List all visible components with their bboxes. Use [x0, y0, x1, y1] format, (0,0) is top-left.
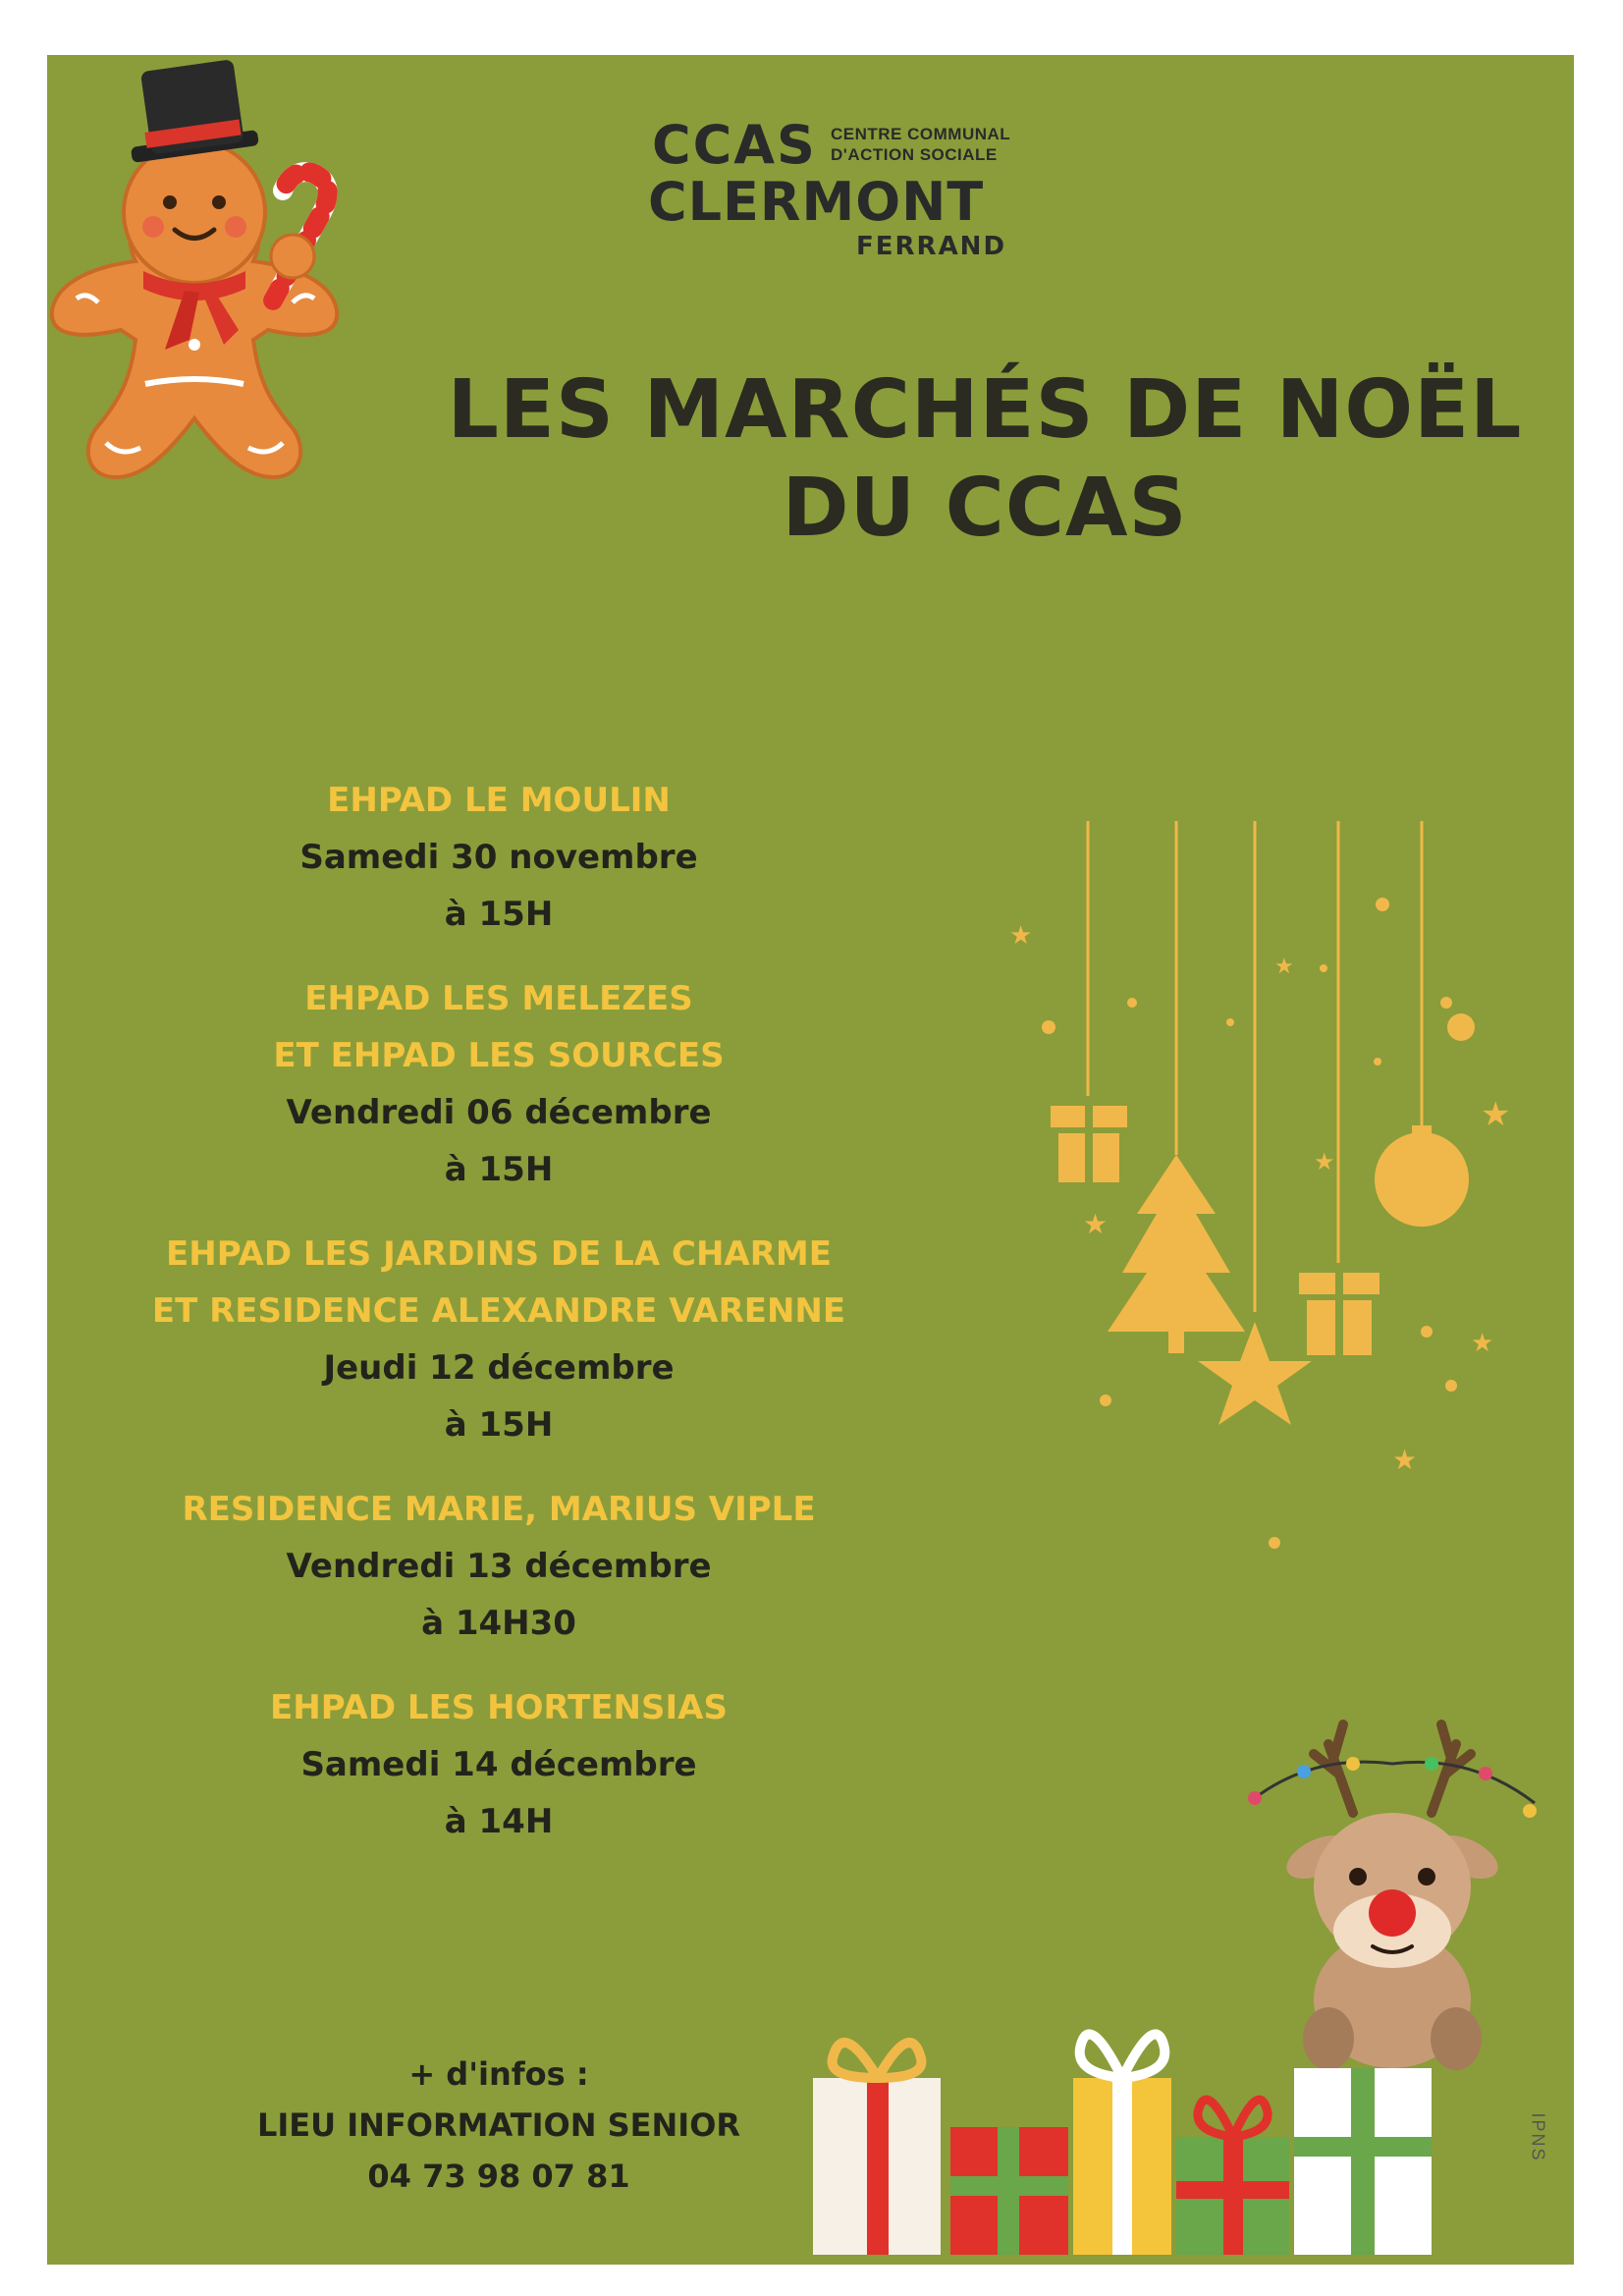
logo-subtitle-line1: CENTRE COMMUNAL	[831, 125, 1011, 143]
page-title	[401, 361, 1569, 558]
logo-subtitle	[831, 124, 1010, 165]
poster	[47, 55, 1574, 2265]
gingerbread-man-icon	[47, 55, 401, 517]
event-venue: EHPAD LES JARDINS DE LA CHARME	[166, 1234, 832, 1274]
event-time: à 14H30	[421, 1604, 576, 1643]
infos-place: LIEU INFORMATION SENIOR	[256, 2106, 741, 2144]
hanging-ornaments-icon	[990, 821, 1574, 1607]
event-venue: EHPAD LE MOULIN	[327, 781, 671, 820]
event-time: à 15H	[444, 895, 554, 934]
event-venue: EHPAD LES MELEZES	[304, 979, 693, 1018]
event-date: Samedi 30 novembre	[299, 838, 698, 877]
event-time: à 15H	[444, 1150, 554, 1189]
gift-boxes-icon	[774, 1990, 1559, 2265]
logo-subtitle-line2: D'ACTION SOCIALE	[831, 145, 998, 164]
svg-text:★: ★	[1314, 1148, 1335, 1175]
event-venue: EHPAD LES HORTENSIAS	[270, 1688, 728, 1727]
event-item	[106, 1679, 892, 1850]
event-item	[106, 1481, 892, 1652]
logo-city-text: CLERMONT	[648, 171, 985, 233]
logo-ferrand-text: FERRAND	[856, 232, 1007, 261]
event-date: Jeudi 12 décembre	[323, 1348, 675, 1388]
event-venue: RESIDENCE MARIE, MARIUS VIPLE	[182, 1490, 816, 1529]
event-time: à 14H	[444, 1802, 554, 1841]
svg-text:★: ★	[1274, 955, 1294, 979]
infos-phone: 04 73 98 07 81	[367, 2158, 630, 2195]
event-item	[106, 1226, 892, 1453]
event-date: Vendredi 13 décembre	[286, 1547, 712, 1586]
svg-text:★: ★	[1471, 1329, 1494, 1358]
title-line2: DU CCAS	[782, 462, 1188, 555]
logo-ccas-text: CCAS	[652, 114, 817, 176]
event-item	[106, 772, 892, 943]
title-line1: LES MARCHÉS DE NOËL	[447, 363, 1523, 457]
event-time: à 15H	[444, 1405, 554, 1445]
event-item	[106, 970, 892, 1198]
event-venue-line2: ET EHPAD LES SOURCES	[273, 1036, 725, 1075]
event-venue-line2: ET RESIDENCE ALEXANDRE VARENNE	[151, 1291, 846, 1331]
event-date: Vendredi 06 décembre	[286, 1093, 712, 1132]
event-list	[106, 772, 892, 1878]
ccas-logo	[648, 116, 1060, 312]
event-date: Samedi 14 décembre	[300, 1745, 697, 1784]
svg-text:★: ★	[1009, 921, 1033, 951]
infos-label: + d'infos :	[408, 2055, 589, 2093]
print-code: IPNS	[1528, 2112, 1548, 2162]
svg-text:★: ★	[1392, 1444, 1418, 1476]
svg-text:★: ★	[1481, 1095, 1511, 1134]
svg-text:★: ★	[1083, 1208, 1109, 1240]
